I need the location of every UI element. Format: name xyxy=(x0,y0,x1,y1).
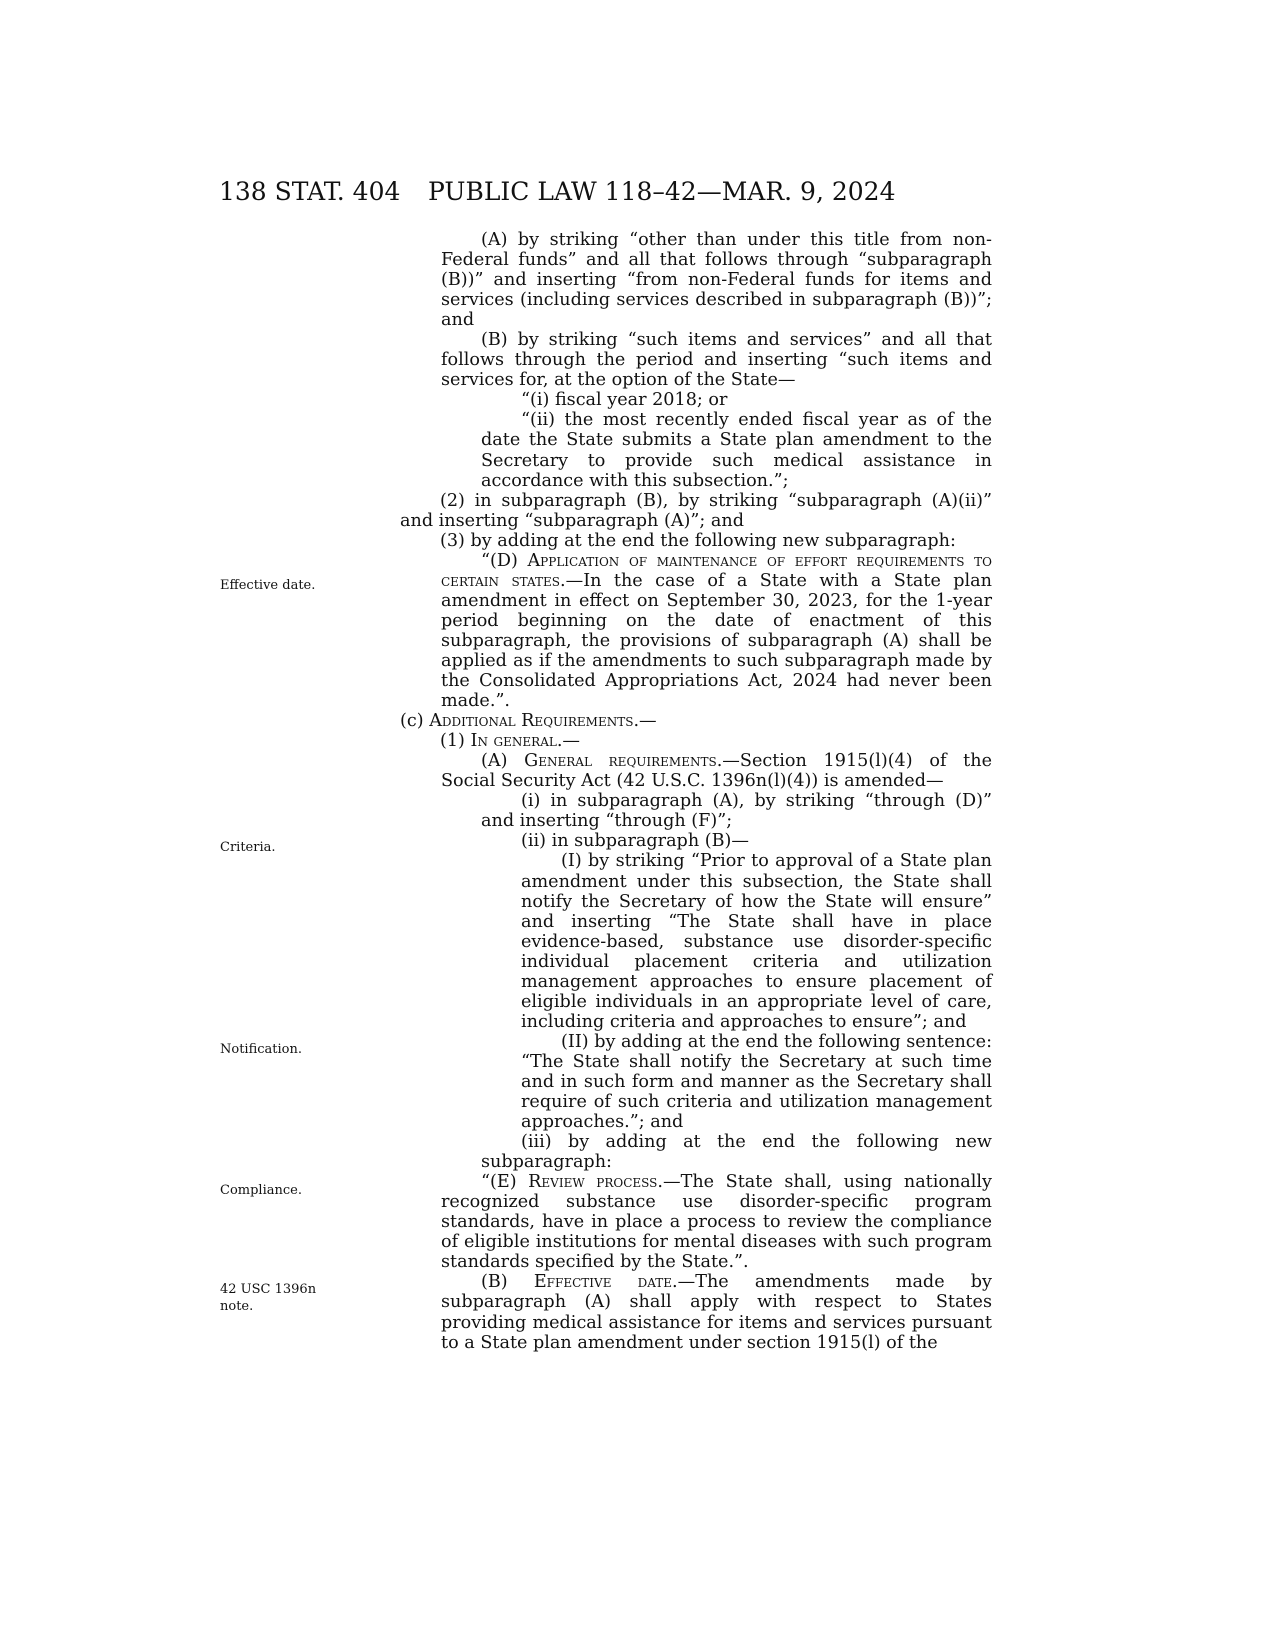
paragraph-2-subparagraph-b: (2) in subparagraph (B), by striking “subparagraph (A)(ii)” and inserting “subparagraph (A)”; and xyxy=(400,490,992,531)
paragraph-1-title: In general xyxy=(470,731,557,752)
margin-note-notification: Notification. xyxy=(220,1042,302,1057)
statute-body xyxy=(400,230,992,1353)
clause-iii-new-subparagraph: (iii) by adding at the end the following new subparagraph: xyxy=(481,1132,992,1173)
statute-page-number: 138 STAT. 404 xyxy=(219,177,401,206)
margin-note-effective-date: Effective date. xyxy=(220,578,316,593)
running-header-title: PUBLIC LAW 118–42—MAR. 9, 2024 xyxy=(428,177,896,206)
subparagraph-b-title: Effective date xyxy=(533,1272,673,1293)
clause-ii-recent-fiscal-year: “(ii) the most recently ended fiscal year as of the date the State submits a State plan amendment to the Secretary to provide such medical assistance in accordance with this subsection.”; xyxy=(481,410,992,491)
clause-i-fiscal-year: “(i) fiscal year 2018; or xyxy=(521,390,728,411)
subsection-c-heading: (c) Additional Requirements.— xyxy=(400,711,657,732)
subparagraph-e-review-process: “(E) Review process.—The State shall, using nationally recognized substance use disorder-specific program standards, have in place a process to review the compliance of eligible institutions for mental diseases with such program standards specified by the State.”. xyxy=(441,1172,992,1273)
paragraph-b-striking: (B) by striking “such items and services” and all that follows through the period and inserting “such items and services for, at the option of the State— xyxy=(441,330,992,391)
margin-note-criteria: Criteria. xyxy=(220,840,276,855)
margin-note-usc-line2: note. xyxy=(220,1299,254,1314)
margin-note-usc-line1: 42 USC 1396n xyxy=(220,1282,317,1297)
subparagraph-b-effective-date: (B) Effective date.—The amendments made by subparagraph (A) shall apply with respect to States providing medical assistance for items and services pursuant to a State plan amendment under section 1915(l) of the xyxy=(441,1272,992,1353)
subparagraph-a-title: General requirements xyxy=(524,751,717,772)
margin-note-usc xyxy=(220,1281,340,1315)
subparagraph-d-heading: Application of maintenance of effort requirements to certain states. xyxy=(441,550,992,591)
subclause-I-prior-to-approval: (I) by striking “Prior to approval of a State plan amendment under this subsection, the State shall notify the Secretary of how the State will ensure” and inserting “The State shall have in place evidence-based, substance use disorder-specific individual placement criteria and utilization management approaches to ensure placement of eligible individuals in an appropriate level of care, including criteria and approaches to ensure”; and xyxy=(521,851,992,1032)
subclause-II-notify-secretary: (II) by adding at the end the following sentence: “The State shall notify the Secretary at such time and in such form and manner as the Secretary shall require of such criteria and utilization management approaches.”; and xyxy=(521,1031,993,1133)
margin-note-compliance: Compliance. xyxy=(220,1183,302,1198)
subparagraph-d-lead: “(D) xyxy=(481,550,528,571)
subparagraph-d-body: —In the case of a State with a State plan amendment in effect on September 30, 2023, for the 1-year period beginning on the date of enactment of this subparagraph, the provisions of subparagraph (A) shall be applied as if the amendments to such subparagraph made by the Consolidated Appropriations Act, 2024 had never been made.”. xyxy=(441,570,992,712)
paragraph-3-adding: (3) by adding at the end the following new subparagraph: xyxy=(440,530,956,551)
subparagraph-e-title: Review process xyxy=(528,1172,658,1193)
subparagraph-a-general-requirements: (A) General requirements.—Section 1915(l)(4) of the Social Security Act (42 U.S.C. 1396n(l)(4)) is amended— xyxy=(441,751,992,792)
clause-i-through-d: (i) in subparagraph (A), by striking “through (D)” and inserting “through (F)”; xyxy=(481,791,992,832)
subsection-c-title: Additional Requirements xyxy=(429,711,634,732)
paragraph-1-heading: (1) In general.— xyxy=(440,731,581,752)
clause-ii-subparagraph-b: (ii) in subparagraph (B)— xyxy=(521,831,749,852)
subparagraph-d-maintenance-of-effort xyxy=(400,551,992,711)
paragraph-a-striking: (A) by striking “other than under this title from non-Federal funds” and all that follows through “subparagraph (B))” and inserting “from non-Federal funds for items and services (including services described in subparagraph (B))”; and xyxy=(441,230,992,331)
